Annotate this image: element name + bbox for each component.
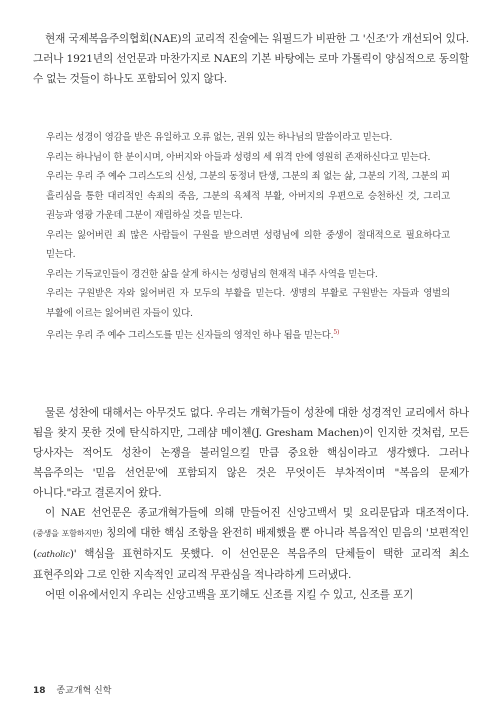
nae-text-b: 칭의에 대한 핵심 조항을 완전히 배제했을 뿐 아니라 복음적인 믿음의 '보편적인( <box>33 527 469 560</box>
paragraph-sacrament: 물론 성찬에 대해서는 아무것도 없다. 우리는 개혁가들이 성찬에 대한 성경적인 교리에서 하나 됨을 찾지 못한 것에 탄식하지만, 그레샴 메이첸(J. Gresham Machen)이 인지한 것처럼, 모든 당사자는 적어도 성찬이 논쟁을 불러일으킬 만큼 중요한 핵심이라고 생각했다. 그러나 복음주의는 '믿음 선언문'에 포함되지 않은 것은 무엇이든 부차적이며 "복음의 문제가 아니다."라고 결론지어 왔다. <box>33 407 469 499</box>
creed-line-last <box>46 323 450 346</box>
creed-line: 우리는 구원받은 자와 잃어버린 자 모두의 부활을 믿는다. 생명의 부활로 구원받는 자들과 영벌의 부활에 이르는 잃어버린 자들이 있다. <box>46 288 450 319</box>
nae-parenthetical: (중생을 포함하지만) <box>33 529 103 538</box>
creed-line: 우리는 잃어버린 죄 많은 사람들이 구원을 받으려면 성령님에 의한 중생이 절대적으로 필요하다고 믿는다. <box>46 229 450 260</box>
creed-block <box>46 128 450 346</box>
paragraph-confession: 어떤 이유에서인지 우리는 신앙고백을 포기해도 신조를 지킬 수 있고, 신조를 포기 <box>45 589 414 601</box>
page-number: 18 <box>33 686 46 696</box>
footnote-marker[interactable]: 5) <box>333 329 340 336</box>
creed-line: 우리는 성경이 영감을 받은 유일하고 오류 없는, 권위 있는 하나님의 말씀이라고 믿는다. <box>46 132 393 143</box>
creed-line: 우리는 우리 주 예수 그리스도의 신성, 그분의 동정녀 탄생, 그분의 죄 없는 삶, 그분의 기적, 그분의 피 흘리심을 통한 대리적인 속죄의 죽음, 그분의 육체적 부활, 아버지의 우편으로 승천하신 것, 그리고 권능과 영광 가운데 그분이 재림하실 것을 믿는다. <box>46 171 450 221</box>
nae-text-a: 이 NAE 선언문은 종교개혁가들에 의해 만들어진 신앙고백서 및 요리문답과 대조적이다. <box>45 507 469 519</box>
body-text <box>33 403 469 605</box>
book-title: 종교개혁 신학 <box>56 686 112 696</box>
nae-catholic-term: catholic <box>36 550 70 560</box>
page-footer <box>33 683 111 696</box>
creed-last-text: 우리는 우리 주 예수 그리스도를 믿는 신자들의 영적인 하나 됨을 믿는다. <box>46 330 334 342</box>
paragraph-nae-statement <box>33 503 469 585</box>
nae-text-c: )' 핵심을 표현하지도 못했다. 이 선언문은 복음주의 단체들이 택한 교리적 최소 표현주의와 그로 인한 지속적인 교리적 무관심을 적나라하게 드러냈다. <box>33 548 469 581</box>
creed-line: 우리는 기독교인들이 경건한 삶을 살게 하시는 성령님의 현재적 내주 사역을 믿는다. <box>46 268 378 280</box>
creed-line: 우리는 하나님이 한 분이시며, 아버지와 아들과 성령의 세 위격 안에 영원히 존재하신다고 믿는다. <box>46 151 431 163</box>
intro-paragraph: 현재 국제복음주의협회(NAE)의 교리적 진술에는 워필드가 비판한 그 '신조'가 개선되어 있다. 그러나 1921년의 선언문과 마찬가지로 NAE의 기본 바탕에는 로마 가톨릭이 양심적으로 동의할 수 없는 것들이 하나도 포함되어 있지 않다. <box>33 33 469 85</box>
